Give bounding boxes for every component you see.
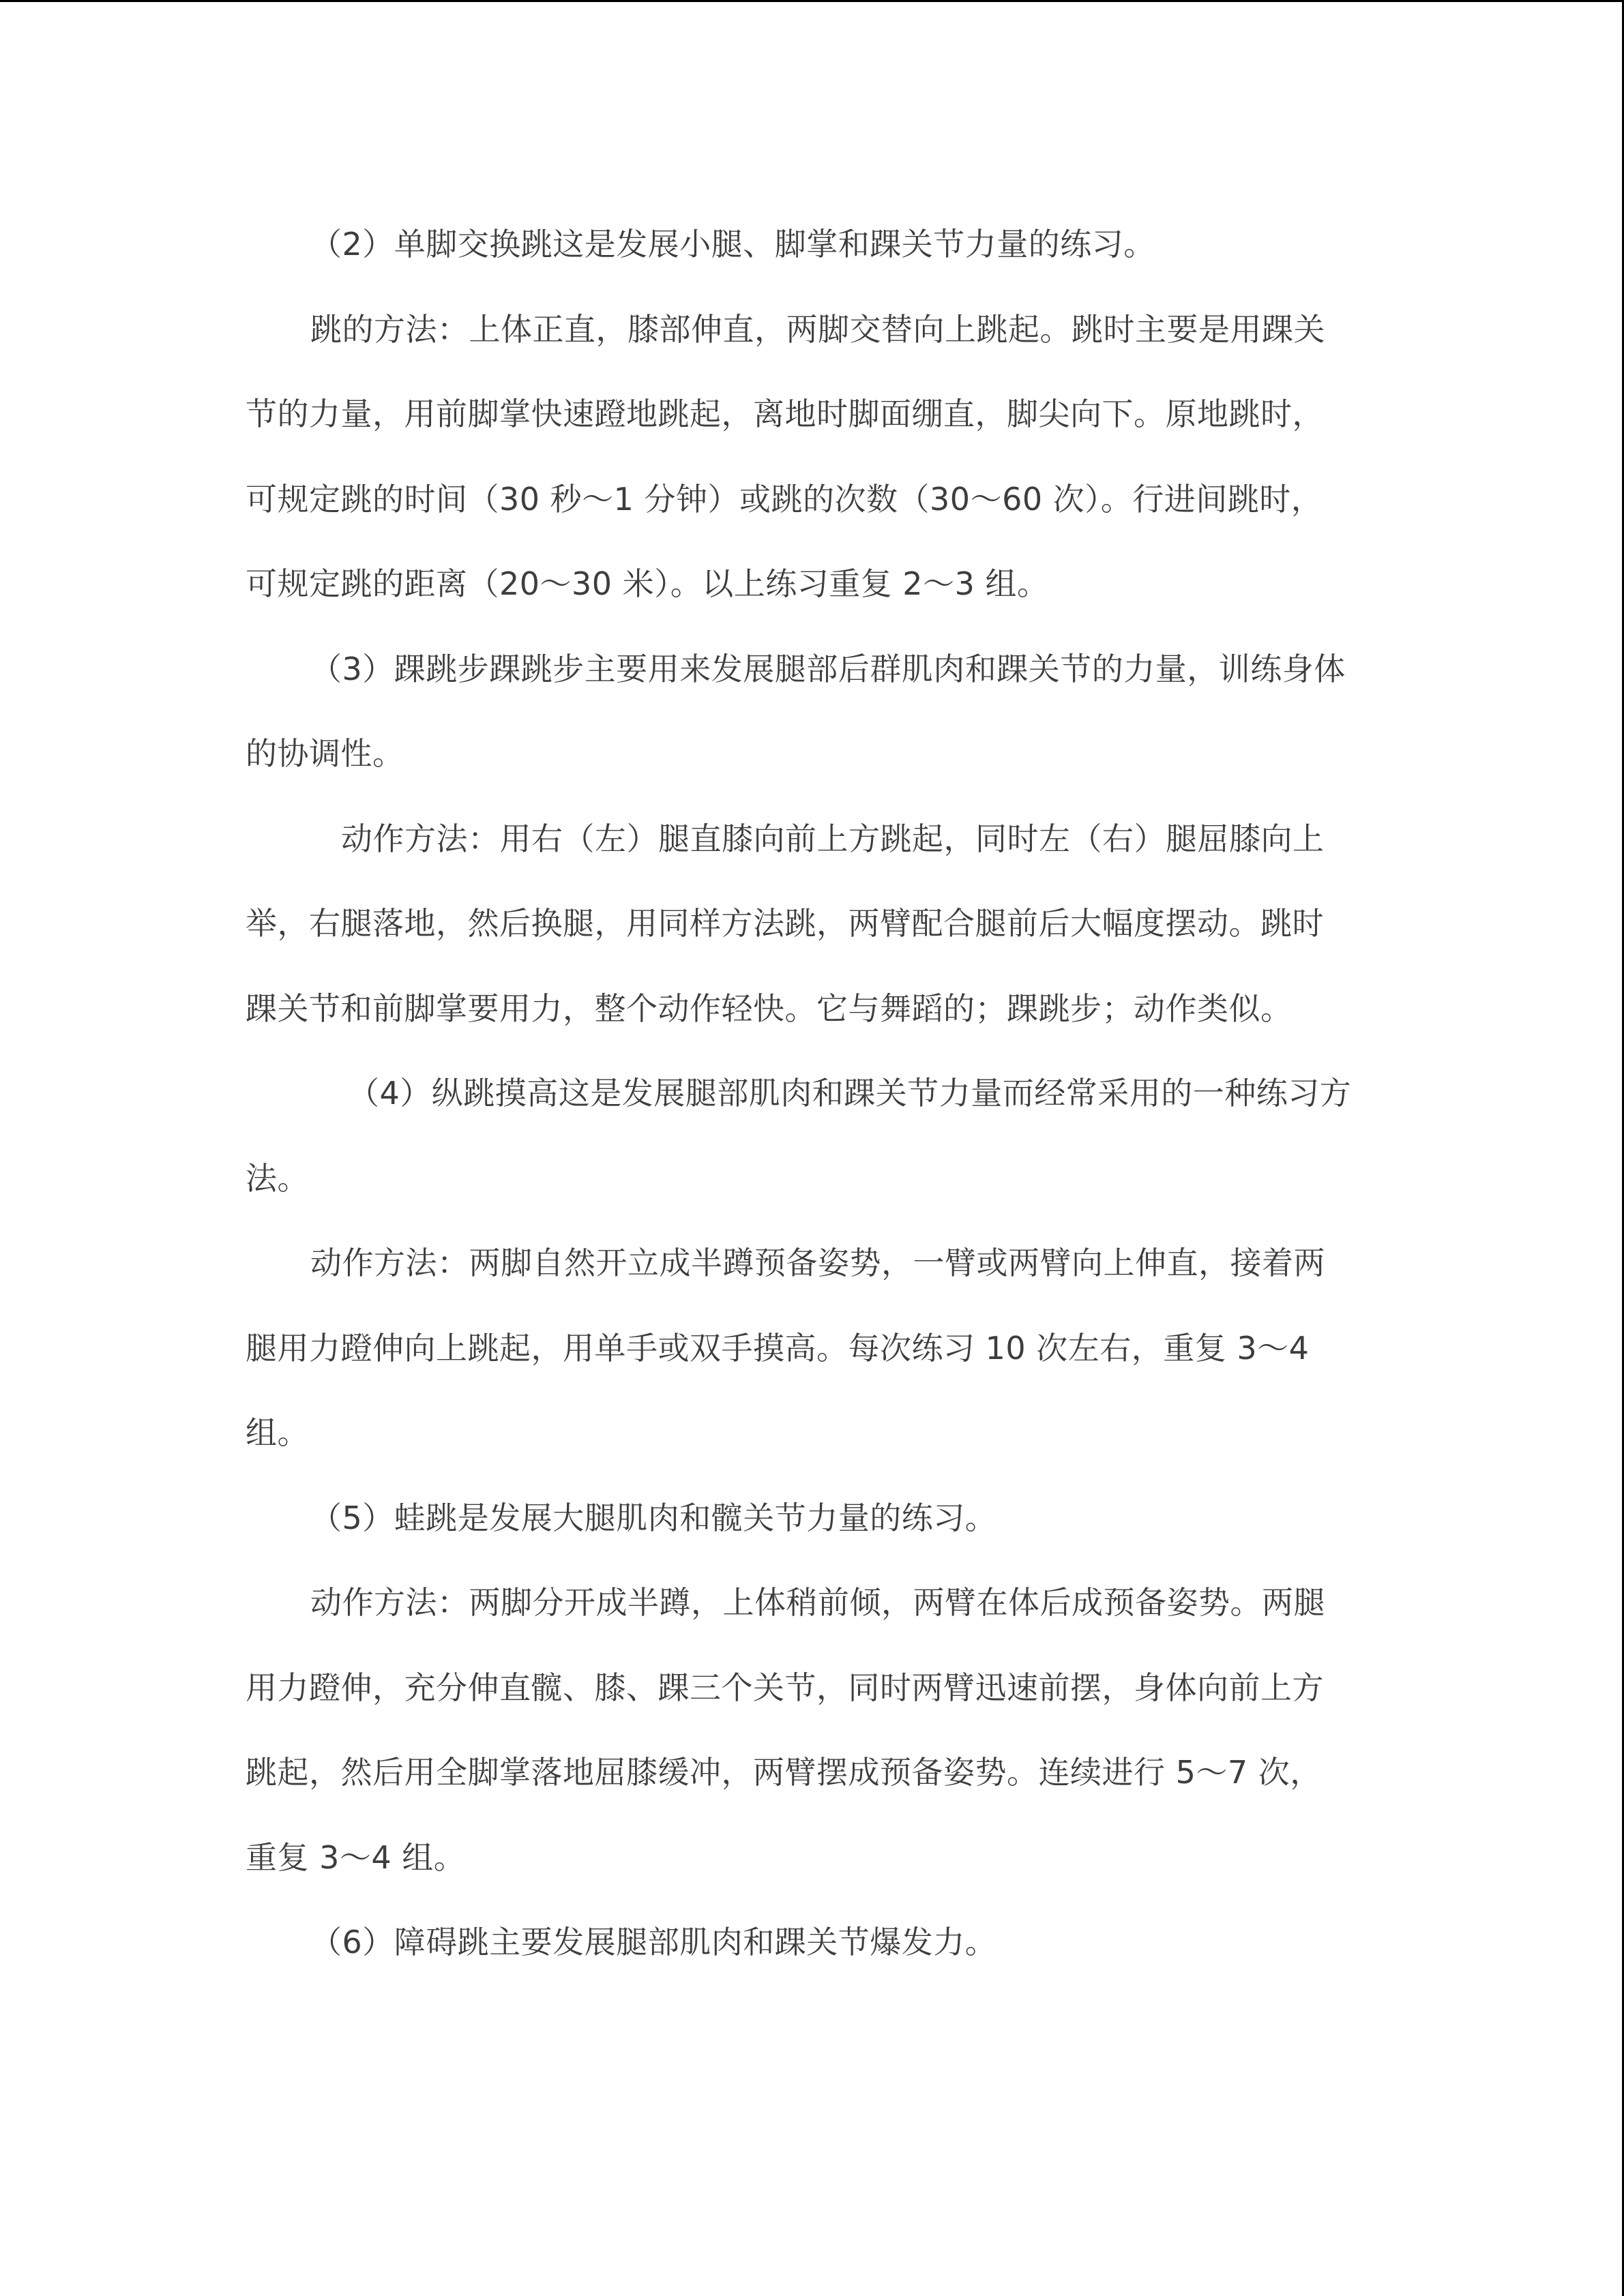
text-line: 踝关节和前脚掌要用力，整个动作轻快。它与舞蹈的；踝跳步；动作类似。	[246, 990, 1293, 1027]
text-line: 可规定跳的距离（20～30 米）。以上练习重复 2～3 组。	[246, 565, 1049, 602]
text-line: 节的力量，用前脚掌快速蹬地跳起，离地时脚面绷直，脚尖向下。原地跳时，	[246, 396, 1324, 432]
text-line: 重复 3～4 组。	[246, 1839, 466, 1876]
text-line: （2）单脚交换跳这是发展小腿、脚掌和踝关节力量的练习。	[310, 226, 1155, 263]
text-line: （6）障碍跳主要发展腿部肌肉和踝关节爆发力。	[310, 1924, 997, 1960]
text-line: （5）蛙跳是发展大腿肌肉和髋关节力量的练习。	[310, 1500, 997, 1536]
text-line: 的协调性。	[246, 735, 404, 772]
text-line: 腿用力蹬伸向上跳起，用单手或双手摸高。每次练习 10 次左右，重复 3～4	[246, 1330, 1310, 1367]
text-line: 法。	[246, 1160, 309, 1197]
text-line: 举，右腿落地，然后换腿，用同样方法跳，两臂配合腿前后大幅度摆动。跳时	[246, 905, 1324, 942]
text-line: 组。	[246, 1414, 309, 1451]
text-line: 可规定跳的时间（30 秒～1 分钟）或跳的次数（30～60 次）。行进间跳时，	[246, 481, 1323, 518]
text-line: （4）纵跳摸高这是发展腿部肌肉和踝关节力量而经常采用的一种练习方	[348, 1075, 1352, 1112]
text-line: 动作方法：两脚自然开立成半蹲预备姿势，一臂或两臂向上伸直，接着两	[310, 1244, 1325, 1281]
text-line: 用力蹬伸，充分伸直髋、膝、踝三个关节，同时两臂迅速前摆，身体向前上方	[246, 1669, 1324, 1706]
text-line: 跳的方法：上体正直，膝部伸直，两脚交替向上跳起。跳时主要是用踝关	[310, 311, 1325, 348]
text-line: 跳起，然后用全脚掌落地屈膝缓冲，两臂摆成预备姿势。连续进行 5～7 次，	[246, 1754, 1322, 1791]
text-line: 动作方法：两脚分开成半蹲，上体稍前倾，两臂在体后成预备姿势。两腿	[310, 1584, 1325, 1621]
text-line: 动作方法：用右（左）腿直膝向前上方跳起，同时左（右）腿屈膝向上	[341, 820, 1325, 857]
text-line: （3）踝跳步踝跳步主要用来发展腿部后群肌肉和踝关节的力量，训练身体	[310, 651, 1346, 687]
